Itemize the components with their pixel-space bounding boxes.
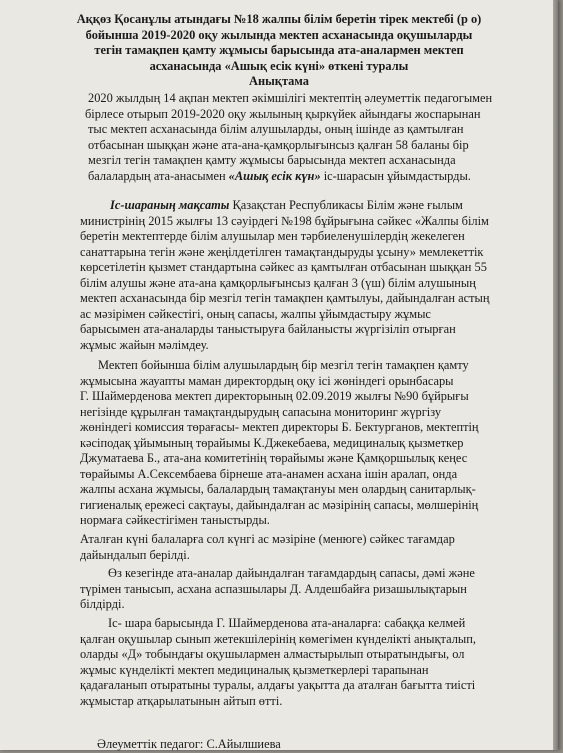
paragraph-line: қадағаланып отыратыны туралы, алдағы уақытта да аталған бағытта тиісті	[80, 678, 476, 692]
signature-line: Әлеуметтік педагог: С.Айылшиева	[97, 737, 281, 751]
paragraph-line: жалпы асхана жұмысы, балалардың тамақтануы мен олардың санитарлық-	[80, 482, 476, 496]
paragraph-line: Джуматаева Б., ата-ана комитетінің төрайымы және Қамқоршылық кеңес	[80, 451, 468, 465]
paragraph-line: жұмысына жауапты маман директордың оқу ісі жөніндегі орынбасары	[80, 373, 454, 388]
paragraph-line: министрінің 2015 жылғы 13 сәуірдегі №198 бұйрығына сәйкес «Жалпы білім	[80, 213, 489, 228]
header-line: Аққөз Қосанұлы атындағы №18 жалпы білім беретін тірек мектебі (р о)	[76, 12, 482, 26]
paragraph-line: жұмыстар атқарылатынын айтып өтті.	[80, 693, 283, 708]
paragraph-line: жөніндегі комиссия төрағасы- мектеп директоры Б. Бектурганов, мектептің	[80, 420, 479, 434]
paragraph-line: негізінде құрылған тамақтандырудың сапасына мониторинг жүргізу	[80, 404, 442, 419]
paragraph-line: жұмыс жайын мәлімдеу.	[80, 337, 209, 352]
paragraph-line: түрімен танысып, асхана аспазшылары Д. Алдешбайға ризашылықтарын	[80, 581, 467, 596]
paragraph-line: Мектеп бойынша білім алушылардың бір мезгіл тегін тамақпен қамту	[98, 358, 469, 372]
document-title: Анықтама	[249, 74, 309, 88]
paragraph-line: көрсетілетін қызмет стандартына сәйкес аз қамтылған отбасынан шыққан 55	[80, 260, 487, 274]
paragraph-line: барысымен ата-аналарды таныстыруға байланысты жүргізіліп отырған	[80, 322, 456, 336]
paragraph-line: беретін мектептерде білім алушылар мен тәрбиеленушілердің жекелеген	[80, 229, 465, 243]
paragraph-text: Қазақстан Республикасы Білім және ғылым	[229, 198, 463, 212]
paragraph-line: санаттарына тегін және жеңілдетілген тамақтандыруды ұсыну» мемлекеттік	[80, 244, 484, 259]
paragraph-line: бірлесе отырып 2019-2020 оқу жылының қыркүйек айындағы жоспарынан	[85, 106, 481, 121]
paragraph-line: кәсіподақ ұйымының төрайымы К.Джекебаева, медициналық қызметкер	[80, 435, 464, 450]
paragraph-line: мектеп асханасында бір мезгіл тегін тамақпен қамтылуы, дайындалған астың	[80, 291, 490, 305]
paragraph-line: қалған оқушылар сынып жетекшілерінің көмегімен күнделікті анықталып,	[80, 631, 476, 646]
paragraph-lead: Іс-шараның мақсаты	[110, 198, 230, 212]
paragraph-line	[110, 198, 558, 214]
paragraph-line: Г. Шаймерденова мектеп директорының 02.09.2019 жылғы №90 бұйрығы	[80, 389, 469, 403]
paragraph-line: төрайымы А.Сексембаева бірнеше ата-анамен асхана ішін аралап, онда	[80, 466, 458, 481]
paragraph-line: гигиеналық ережесі сақтауы, дайындалған ас мәзірінің сапасы, мөлшерінің	[80, 497, 479, 512]
paragraph-line: білдірді.	[80, 597, 125, 611]
header-line: бойынша 2019-2020 оқу жылында мектеп асханасында оқушыларды	[85, 27, 473, 42]
paragraph-line: нормаға сәйкестігімен таныстырды.	[80, 513, 270, 527]
paragraph-line: Іс- шара барысында Г. Шаймерденова ата-аналарға: сабаққа келмей	[108, 616, 466, 630]
paragraph-line: тыс мектеп асханасында білім алушыларды, оның ішінде аз қамтылған	[88, 122, 464, 136]
event-name-emphasis: «Ашық есік күн»	[228, 168, 321, 183]
header-line: тегін тамақпен қамту жұмысы барысында ата-аналармен мектеп	[94, 43, 464, 57]
paragraph-line: балалардың ата-анасымен «Ашық есік күн» іс-шарасын ұйымдастырды.	[88, 168, 471, 183]
paragraph-line: дайындалып берілді.	[80, 547, 190, 562]
header-line: асханасында «Ашық есік күні» өткені туралы	[149, 58, 409, 73]
paragraph-line: ас мәзірімен сәйкестігі, оның сапасы, жалпы ұйымдастыру жұмыс	[80, 306, 431, 321]
paragraph-line: Аталған күні балаларға сол күнгі ас мәзіріне (менюге) сәйкес тағамдар	[80, 532, 455, 546]
paragraph-line: білім алушы және ата-ана қамқорлығынсыз қалған 3 (үш) білім алушының	[80, 275, 476, 290]
paragraph-line: Өз кезегінде ата-аналар дайындалған тағамдардың сапасы, дәмі және	[108, 566, 475, 580]
paragraph-line: отбасынан шыққан және ата-ана-қамқорлығынсыз қалған 58 баланы бір	[88, 137, 469, 152]
paragraph-line: оларды «Д» тобындағы оқушылармен алмастырылып отыратындығы, ол	[80, 647, 465, 661]
paragraph-line: мезгіл тегін тамақпен қамту жұмысы барысында мектеп асханасында	[88, 153, 456, 167]
paragraph-line: жұмыс күнделікті мектеп медициналық қызметкерлері тарапынан	[80, 662, 429, 677]
paragraph-line: 2020 жылдың 14 ақпан мектеп әкімшілігі мектептің әлеуметтік педагогымен	[88, 91, 493, 105]
page-edge-shadow	[553, 0, 558, 750]
